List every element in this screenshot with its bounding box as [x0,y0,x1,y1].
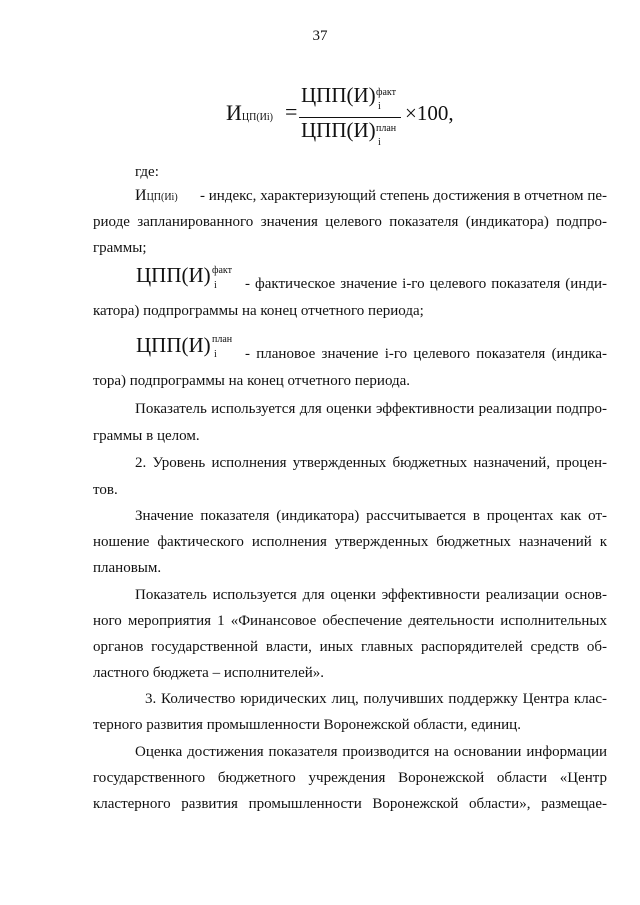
def2-symbol: ЦПП(И) [136,263,211,287]
formula-multiplier: ×100, [405,101,454,125]
def3-sup: план [212,334,233,345]
def3-line1: - плановое значение i-го целевого показателя (индика- [245,346,607,362]
para1-line2: граммы в целом. [93,428,200,444]
para6-line2: государственного бюджетного учреждения Воронежской области «Центр [93,770,607,786]
formula-denominator-sub: i [378,137,381,148]
def3-sub: i [214,349,217,360]
def2-line2: катора) подпрограммы на конец отчетного периода; [93,303,424,319]
def1-line2: риоде запланированного значения целевого показателя (индикатора) подпро- [93,214,607,230]
para3-line1: Значение показателя (индикатора) рассчитывается в процентах как от- [135,508,607,524]
page-number: 37 [312,28,328,44]
para2-line2: тов. [93,482,118,498]
def2-sup: факт [212,265,233,276]
formula-numerator-sub: i [378,101,381,112]
para5-line1: 3. Количество юридических лиц, получивших поддержку Центра клас- [145,691,607,707]
para5-line2: терного развития промышленности Воронежской области, единиц. [93,717,521,733]
para6-line1: Оценка достижения показателя производится на основании информации [135,744,607,760]
formula-denominator: ЦПП(И) [301,118,376,142]
def3-line2: тора) подпрограммы на конец отчетного периода. [93,373,411,389]
para4-line1: Показатель используется для оценки эффективности реализации основ- [135,587,607,603]
para6-line3: кластерного развития промышленности Воронежской области», размещае- [93,796,607,812]
def2-line1: - фактическое значение i-го целевого показателя (инди- [245,276,607,292]
formula-numerator: ЦПП(И) [301,83,376,107]
para4-line3: органов государственной власти, иных главных распорядителей средств об- [93,639,607,655]
def1-symbol: ИЦП(Иi) [135,187,178,204]
para2-line1: 2. Уровень исполнения утвержденных бюджетных назначений, процен- [135,455,607,471]
formula-denominator-sup: план [376,123,397,134]
para3-line2: ношение фактического исполнения утвержденных бюджетных назначений к [93,534,607,550]
para1-line1: Показатель используется для оценки эффективности реализации подпро- [135,401,607,417]
para4-line4: ластного бюджета – исполнителей». [93,665,325,681]
def1-line3: граммы; [93,240,147,256]
where-label: где: [135,164,159,180]
def2-sub: i [214,280,217,291]
para4-line2: ного мероприятия 1 «Финансовое обеспечение деятельности исполнительных [93,613,607,629]
formula-numerator-sup: факт [376,87,397,98]
formula-lhs-symbol: И [226,100,242,125]
def1-line1: - индекс, характеризующий степень достижения в отчетном пе- [200,188,607,204]
formula-lhs-subscript: ЦП(Иi) [241,112,273,123]
def3-symbol: ЦПП(И) [136,333,211,357]
formula-equals: = [285,99,298,124]
para3-line3: плановым. [93,560,162,576]
